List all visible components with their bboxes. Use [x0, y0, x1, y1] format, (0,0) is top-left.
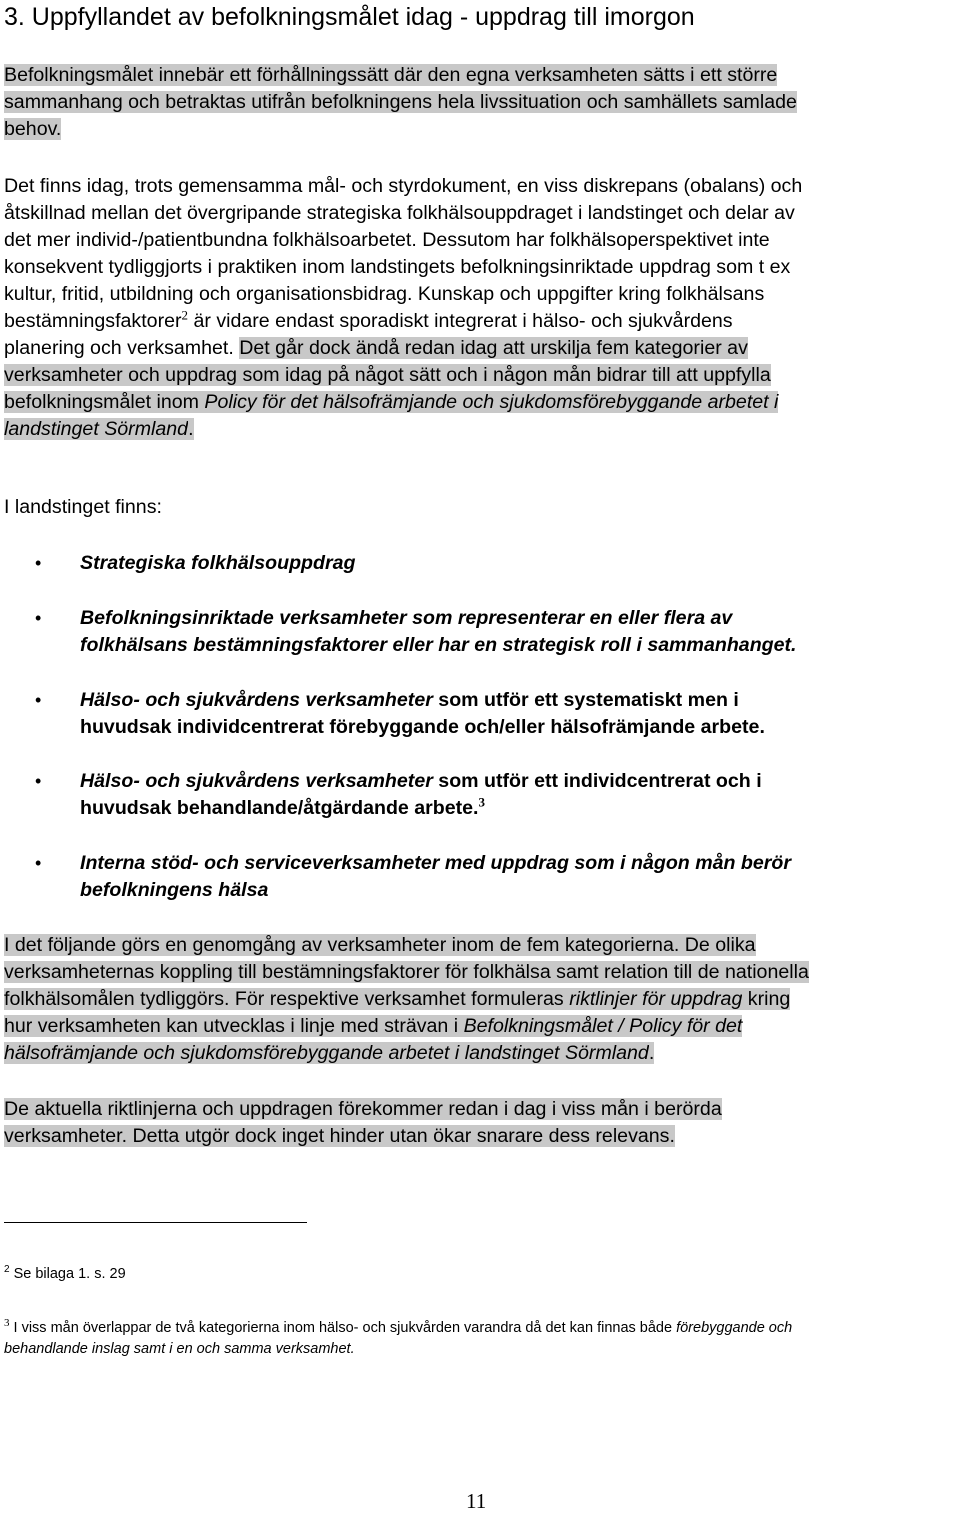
highlighted-text: Det går dock ändå redan idag att urskilja fem kategorier av: [239, 337, 748, 359]
paragraph-line: kultur, fritid, utbildning och organisationsbidrag. Kunskap och uppgifter kring folkhälsans: [4, 283, 765, 305]
footnote-3: [4, 1318, 792, 1360]
footnote-ref-2: 2: [181, 307, 189, 323]
highlighted-text: I det följande görs en genomgång av verksamheter inom de fem kategorierna. De olika: [4, 934, 756, 956]
bullet-icon: •: [35, 853, 42, 873]
bullet-icon: •: [35, 690, 42, 710]
intro-paragraph: [4, 62, 797, 143]
highlighted-text: De aktuella riktlinjerna och uppdragen förekommer redan i dag i viss mån i berörda: [4, 1098, 722, 1120]
bullet-text-italic: Hälso- och sjukvårdens verksamheter: [80, 689, 433, 711]
paragraph-line: det mer individ-/patientbundna folkhälsoarbetet. Dessutom har folkhälsoperspektivet inte: [4, 229, 770, 251]
highlighted-text: hur verksamheten kan utvecklas i linje med strävan i: [4, 1015, 464, 1037]
highlighted-text: folkhälsomålen tydliggörs. För respektive verksamhet formuleras: [4, 988, 570, 1010]
policy-title-italic: landstinget Sörmland: [4, 418, 189, 440]
highlighted-text: verksamheter och uppdrag som idag på något sätt och i någon mån bidrar till att uppfylla: [4, 364, 771, 386]
list-intro: [4, 494, 162, 521]
bullet-icon: •: [35, 771, 42, 791]
highlighted-text: verksamheter. Detta utgör dock inget hinder utan ökar snarare dess relevans.: [4, 1125, 675, 1147]
footnote-2: [4, 1264, 126, 1284]
highlighted-text: .: [648, 1042, 655, 1064]
bullet-text: befolkningens hälsa: [80, 879, 269, 901]
paragraph-line: Det finns idag, trots gemensamma mål- och styrdokument, en viss diskrepans (obalans) och: [4, 175, 803, 197]
footnote-number: 2: [4, 1264, 10, 1276]
footnote-text: I viss mån överlappar de två kategorierna inom hälso- och sjukvården varandra då det kan finnas både: [9, 1320, 677, 1336]
highlighted-text-italic: Befolkningsmålet / Policy för det: [463, 1015, 743, 1037]
bullet-text-italic: Hälso- och sjukvårdens verksamheter: [80, 770, 433, 792]
page-number: 11: [466, 1489, 487, 1513]
bullet-text: folkhälsans bestämningsfaktorer eller har en strategisk roll i sammanhanget.: [80, 634, 797, 656]
bullet-text: huvudsak behandlande/åtgärdande arbete.: [80, 797, 479, 819]
paragraph-line: är vidare endast sporadiskt integrerat i hälso- och sjukvårdens: [188, 310, 733, 332]
bullet-text: som utför ett individcentrerat och i: [432, 770, 762, 792]
paragraph-line: bestämningsfaktorer: [4, 310, 182, 332]
paragraph-line: planering och verksamhet.: [4, 337, 240, 359]
highlighted-text: kring: [742, 988, 791, 1010]
paragraph-line: åtskillnad mellan det övergripande strategiska folkhälsouppdraget i landstinget och delar av: [4, 202, 795, 224]
bullet-text: som utför ett systematiskt men i: [432, 689, 739, 711]
highlighted-text-italic: riktlinjer för uppdrag: [569, 988, 743, 1010]
bullet-icon: •: [35, 608, 42, 628]
policy-title-italic: Policy för det hälsofrämjande och sjukdomsförebyggande arbetet i: [204, 391, 779, 413]
footnote-number: 3: [4, 1317, 10, 1330]
highlighted-text: befolkningsmålet inom: [4, 391, 205, 413]
highlighted-text: verksamheternas koppling till bestämningsfaktorer för folkhälsa samt relation till de nationella: [4, 961, 809, 983]
body-paragraph-3: [4, 1096, 722, 1150]
intro-line: Befolkningsmålet innebär ett förhållningssätt där den egna verksamheten sätts i ett större: [4, 64, 778, 86]
footnote-text: Se bilaga 1. s. 29: [9, 1266, 126, 1282]
list-intro-text: I landstinget finns:: [4, 496, 162, 518]
highlighted-text: .: [188, 418, 194, 440]
section-heading: 3. Uppfyllandet av befolkningsmålet idag - uppdrag till imorgon: [4, 3, 695, 31]
paragraph-line: konsekvent tydliggjorts i praktiken inom landstingets befolkningsinriktade uppdrag som t ex: [4, 256, 791, 278]
footnote-text-italic: behandlande inslag samt i en och samma verksamhet.: [4, 1341, 355, 1357]
body-paragraph-2: [4, 932, 809, 1067]
highlighted-text-italic: hälsofrämjande och sjukdomsförebyggande arbetet i landstinget Sörmland: [4, 1042, 649, 1064]
bullet-text: Befolkningsinriktade verksamheter som representerar en eller flera av: [80, 607, 733, 629]
body-paragraph-1: [4, 173, 802, 443]
bullet-icon: •: [35, 553, 42, 573]
footnote-ref-3: 3: [478, 794, 486, 810]
intro-line: sammanhang och betraktas utifrån befolkningens hela livssituation och samhällets samlade: [4, 91, 797, 113]
intro-line: behov.: [4, 118, 62, 140]
footnote-text-italic: förebyggande och: [676, 1320, 793, 1336]
bullet-text: Interna stöd- och serviceverksamheter med uppdrag som i någon mån berör: [80, 852, 792, 874]
bullet-text: Strategiska folkhälsouppdrag: [80, 552, 356, 574]
footnote-separator: [4, 1222, 307, 1223]
bullet-text: huvudsak individcentrerat förebyggande och/eller hälsofrämjande arbete.: [80, 716, 765, 738]
